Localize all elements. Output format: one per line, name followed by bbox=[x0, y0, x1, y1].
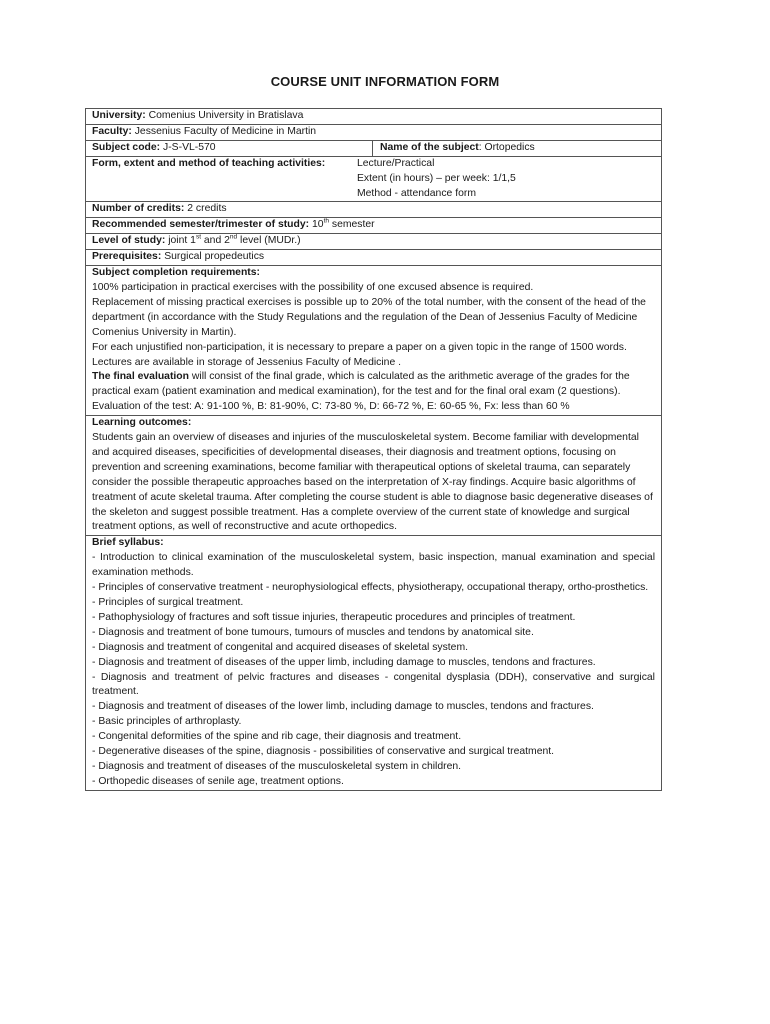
teaching-label: Form, extent and method of teaching activities: bbox=[92, 157, 326, 169]
outcomes-row bbox=[86, 416, 661, 536]
syllabus-item: - Diagnosis and treatment of diseases of the musculoskeletal system in children. bbox=[92, 760, 462, 772]
form-title: COURSE UNIT INFORMATION FORM bbox=[270, 74, 500, 89]
faculty-label: Faculty: bbox=[92, 125, 132, 137]
syllabus-item: - Degenerative diseases of the spine, diagnosis - possibilities of conservative and surgical treatment. bbox=[92, 746, 555, 758]
prerequisites-value: Surgical propedeutics bbox=[164, 251, 265, 263]
completion-paper: For each unjustified non-participation, it is necessary to prepare a paper on a given topic in the range of 1500 words. bbox=[92, 341, 627, 353]
semester-row bbox=[86, 218, 661, 234]
completion-final-evaluation bbox=[92, 370, 655, 400]
teaching-row bbox=[86, 157, 661, 203]
subject-row bbox=[86, 141, 661, 157]
final-evaluation-label: The final evaluation bbox=[92, 371, 189, 383]
subject-name-value: : Ortopedics bbox=[478, 141, 535, 153]
completion-replacement: Replacement of missing practical exercises is possible up to 20% of the total number, with the consent of the head of the department (in accordance with the Study Regulations and the regulation of the Dean of Jessenius Faculty of Medicine Comenius University in Martin). bbox=[92, 296, 646, 338]
teaching-values bbox=[357, 157, 655, 202]
university-label: University: bbox=[92, 110, 146, 121]
subject-code-cell bbox=[86, 141, 373, 156]
syllabus-item: - Orthopedic diseases of senile age, treatment options. bbox=[92, 775, 344, 787]
outcomes-label: Learning outcomes: bbox=[92, 417, 192, 429]
completion-row bbox=[86, 266, 661, 416]
subject-name-cell bbox=[373, 141, 661, 156]
level-row bbox=[86, 234, 661, 250]
completion-label: Subject completion requirements: bbox=[92, 267, 261, 279]
level-sup-first: st bbox=[195, 233, 202, 241]
teaching-form: Lecture/Practical bbox=[357, 157, 435, 169]
prerequisites-label: Prerequisites: bbox=[92, 251, 162, 263]
semester-number: 10 bbox=[312, 219, 324, 231]
level-mid: and 2 bbox=[201, 235, 230, 247]
semester-label: Recommended semester/trimester of study: bbox=[92, 219, 310, 231]
syllabus-item: - Introduction to clinical examination of the musculoskeletal system, basic inspection, manual examination and special examination methods. bbox=[92, 552, 655, 579]
level-label: Level of study: bbox=[92, 235, 166, 247]
syllabus-item: - Congenital deformities of the spine and rib cage, their diagnosis and treatment. bbox=[92, 731, 462, 743]
completion-test-grading: Evaluation of the test: A: 91-100 %, B: 81-90%, C: 73-80 %, D: 66-72 %, E: 60-65 %, Fx: less than 60 % bbox=[92, 401, 570, 413]
syllabus-item: - Principles of conservative treatment - neurophysiological effects, physiotherapy, occupational therapy, ortho-prosthetics. bbox=[92, 582, 649, 594]
faculty-row bbox=[86, 125, 661, 141]
completion-lectures: Lectures are available in storage of Jessenius Faculty of Medicine . bbox=[92, 356, 401, 368]
final-evaluation-text: will consist of the final grade, which is calculated as the arithmetic average of the grades for the practical exam (patient examination and medical examination), for the test and for the final oral exam (2 questions). bbox=[92, 371, 630, 398]
semester-suffix: th bbox=[323, 217, 329, 225]
semester-text: semester bbox=[329, 219, 375, 231]
level-pre: joint 1 bbox=[168, 235, 196, 247]
syllabus-item: - Diagnosis and treatment of diseases of the upper limb, including damage to muscles, tendons and fractures. bbox=[92, 656, 596, 668]
completion-participation: 100% participation in practical exercises with the possibility of one excused absence is required. bbox=[92, 281, 534, 293]
level-sup-second: nd bbox=[229, 233, 238, 241]
syllabus-label: Brief syllabus: bbox=[92, 537, 164, 549]
syllabus-item: - Diagnosis and treatment of diseases of the lower limb, including damage to muscles, tendons and fractures. bbox=[92, 701, 594, 713]
subject-name-label: Name of the subject bbox=[380, 141, 479, 153]
outcomes-text: Students gain an overview of diseases and injuries of the musculoskeletal system. Become familiar with developmental and acquired diseases, specificities of developmental diseases, their diagnosis and treatment options, focusing on prevention and screening examinations, become familiar with therapeutical options of skeletal trauma, can separately consider the possible therapeutic approaches based on the interpretation of X-ray findings. Acquire basic algorithms of treatment of acute skeletal trauma. After completing the course student is able to diagnose basic degenerative diseases of the skeleton and suggest possible treatment. Has a complete overview of the current state of knowledge and surgical treatment options, as well of reconstructive and acute orthopedics. bbox=[92, 432, 653, 533]
syllabus-item: - Pathophysiology of fractures and soft tissue injuries, therapeutic procedures and principles of treatment. bbox=[92, 611, 576, 623]
teaching-extent: Extent (in hours) – per week: 1/1,5 bbox=[357, 172, 516, 184]
syllabus-item: - Diagnosis and treatment of congenital and acquired diseases of skeletal system. bbox=[92, 641, 469, 653]
syllabus-row bbox=[86, 536, 661, 789]
course-form-table bbox=[85, 108, 662, 791]
subject-code-label: Subject code: bbox=[92, 141, 161, 153]
prerequisites-row bbox=[86, 250, 661, 266]
syllabus-item: - Basic principles of arthroplasty. bbox=[92, 716, 242, 728]
credits-label: Number of credits: bbox=[92, 203, 185, 215]
credits-value: 2 credits bbox=[187, 203, 227, 215]
credits-row bbox=[86, 202, 661, 218]
subject-code-value: J-S-VL-570 bbox=[163, 141, 216, 153]
syllabus-item: - Diagnosis and treatment of pelvic fractures and diseases - congenital dysplasia (DDH), conservative and surgical treatment. bbox=[92, 671, 655, 698]
university-value: Comenius University in Bratislava bbox=[148, 110, 304, 121]
syllabus-item: - Diagnosis and treatment of bone tumours, tumours of muscles and tendons by anatomical site. bbox=[92, 626, 534, 638]
university-row bbox=[86, 109, 661, 125]
teaching-method: Method - attendance form bbox=[357, 187, 476, 199]
level-rest: level (MUDr.) bbox=[237, 235, 301, 247]
syllabus-item: - Principles of surgical treatment. bbox=[92, 597, 244, 608]
faculty-value: Jessenius Faculty of Medicine in Martin bbox=[134, 125, 317, 137]
